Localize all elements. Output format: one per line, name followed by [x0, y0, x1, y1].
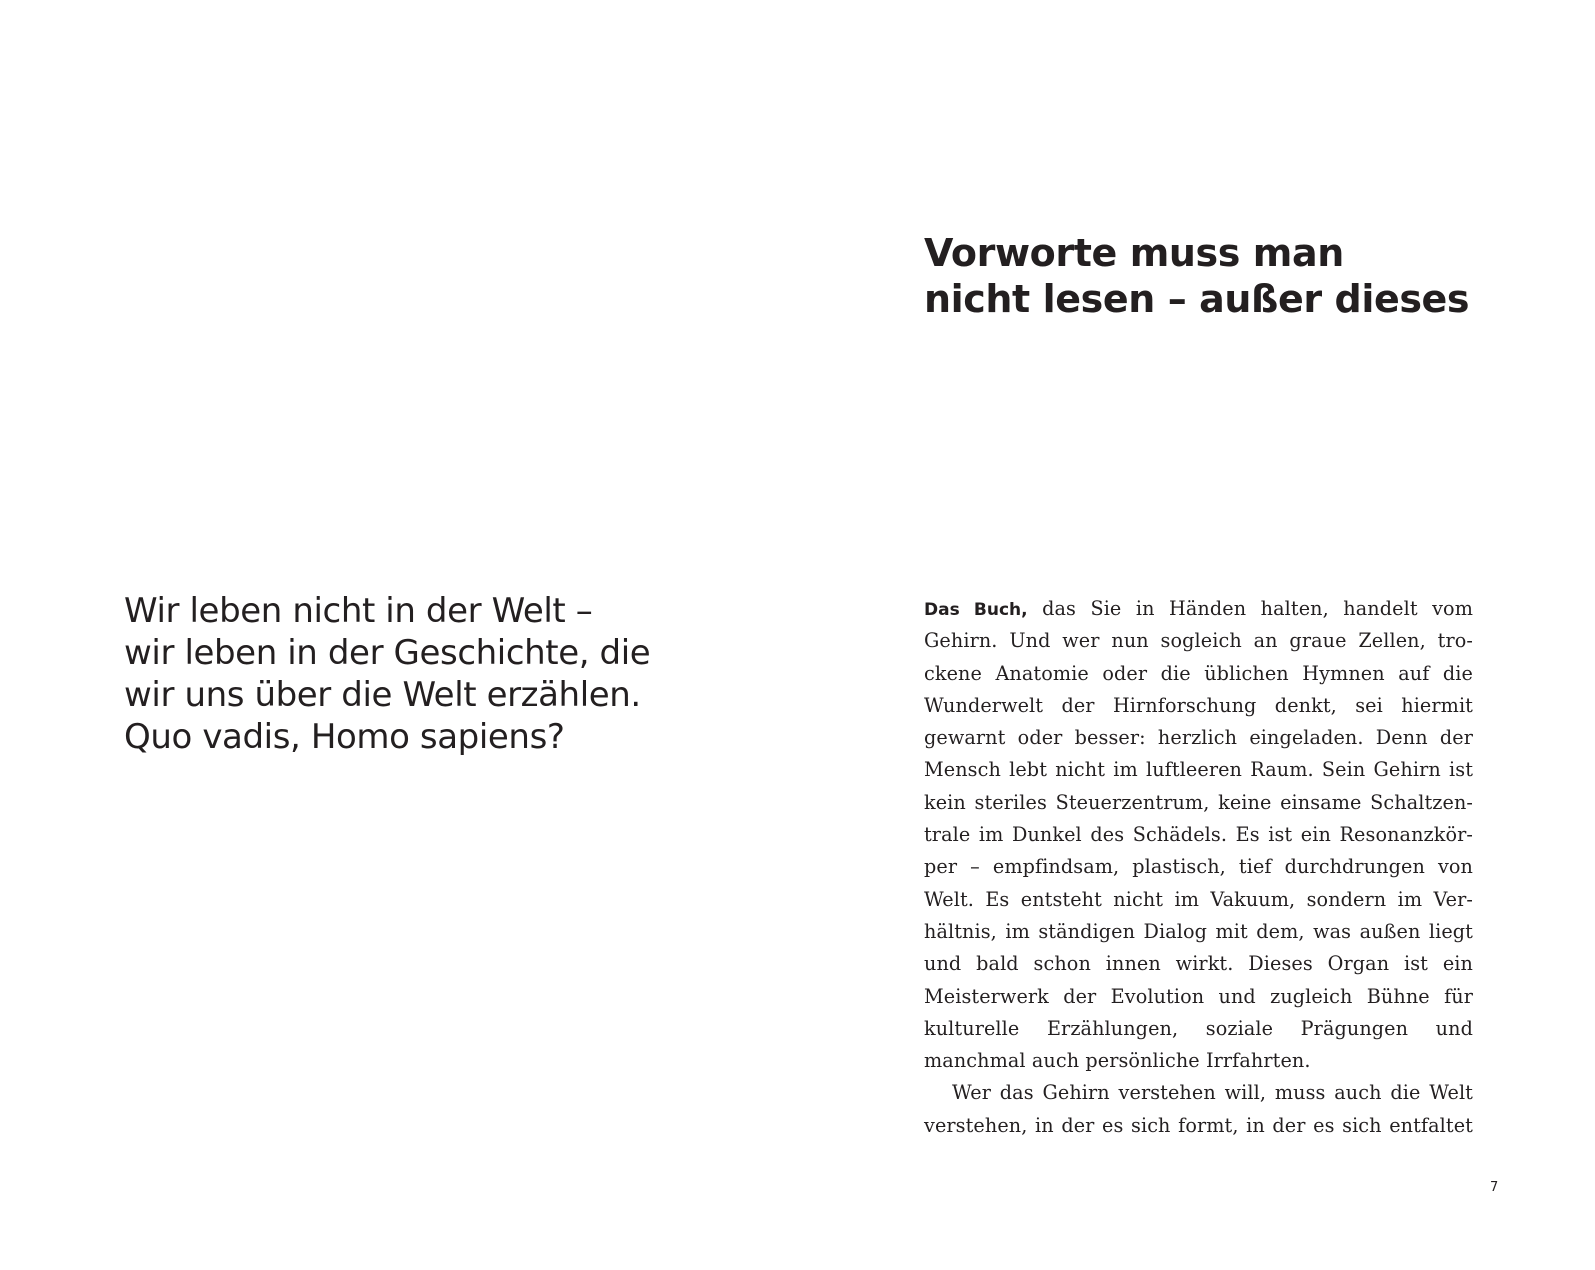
lead-in: Das Buch,: [924, 600, 1028, 620]
body-line-first: [924, 593, 1473, 625]
body-line: Wunderwelt der Hirnforschung denkt, sei hiermit: [924, 693, 1473, 717]
body-text: [924, 593, 1473, 1142]
chapter-title: [924, 230, 1504, 322]
body-line: trale im Dunkel des Schädels. Es ist ein Resonanzkör-: [924, 823, 1473, 847]
body-line: Gehirn. Und wer nun sogleich an graue Zellen, tro-: [924, 629, 1473, 653]
epigraph-line: Wir leben nicht in der Welt –: [124, 591, 593, 631]
chapter-title-line: Vorworte muss man: [924, 231, 1344, 275]
body-line: kein steriles Steuerzentrum, keine einsame Schaltzen-: [924, 790, 1473, 814]
body-line: ckene Anatomie oder die üblichen Hymnen auf die: [924, 661, 1473, 685]
body-line: kulturelle Erzählungen, soziale Prägungen und: [924, 1016, 1473, 1040]
body-line: und bald schon innen wirkt. Dieses Organ ist ein: [924, 952, 1473, 976]
epigraph-line: wir leben in der Geschichte, die: [124, 633, 651, 673]
body-line: manchmal auch persönliche Irrfahrten.: [924, 1049, 1311, 1073]
body-line: verstehen, in der es sich formt, in der es sich entfaltet: [924, 1113, 1473, 1137]
body-line: gewarnt oder besser: herzlich eingeladen. Denn der: [924, 726, 1473, 750]
body-line: Mensch lebt nicht im luftleeren Raum. Sein Gehirn ist: [924, 758, 1473, 782]
epigraph: [124, 590, 684, 758]
body-line: Meisterwerk der Evolution und zugleich Bühne für: [924, 984, 1473, 1008]
body-line: per – empfindsam, plastisch, tief durchdrungen von: [924, 855, 1473, 879]
right-page: [797, 0, 1595, 1270]
first-line-rest: das Sie in Händen halten, handelt vom: [1042, 597, 1473, 620]
left-page: [0, 0, 797, 1270]
body-line: Welt. Es entsteht nicht im Vakuum, sondern im Ver-: [924, 887, 1473, 911]
epigraph-line: Quo vadis, Homo sapiens?: [124, 717, 565, 757]
chapter-title-line: nicht lesen – außer dieses: [924, 277, 1470, 321]
body-line: hältnis, im ständigen Dialog mit dem, was außen liegt: [924, 919, 1473, 943]
epigraph-line: wir uns über die Welt erzählen.: [124, 675, 641, 715]
page-number: 7: [1490, 1180, 1499, 1195]
body-line: Wer das Gehirn verstehen will, muss auch die Welt: [952, 1081, 1473, 1105]
